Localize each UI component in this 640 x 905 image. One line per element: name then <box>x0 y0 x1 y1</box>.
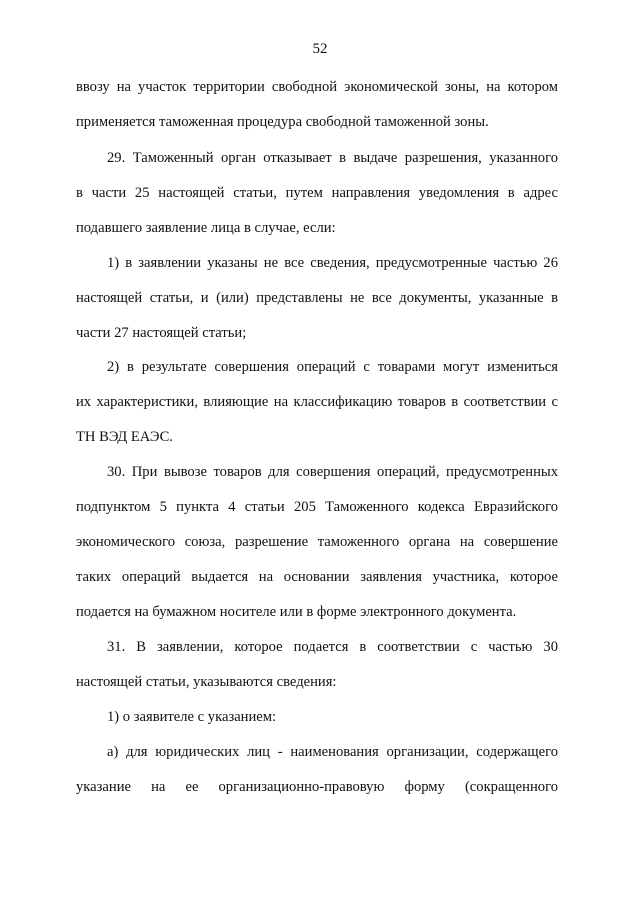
text-line: таких операций выдается на основании заявления участника, которое <box>76 569 558 585</box>
text-line: части 27 настоящей статьи; <box>76 325 247 341</box>
paragraph-31-start: 31. В заявлении, которое подается в соответствии с частью 30 <box>107 639 558 655</box>
page-number: 52 <box>312 41 328 57</box>
paragraph-29-start: 29. Таможенный орган отказывает в выдаче разрешения, указанного <box>107 150 558 166</box>
text-line: настоящей статьи, и (или) представлены не все документы, указанные в <box>76 290 558 306</box>
text-line: их характеристики, влияющие на классификацию товаров в соответствии с <box>76 394 558 410</box>
text-line: настоящей статьи, указываются сведения: <box>76 674 337 690</box>
text-line: применяется таможенная процедура свободной таможенной зоны. <box>76 114 489 130</box>
text-line: экономического союза, разрешение таможенного органа на совершение <box>76 534 558 550</box>
text-line: подпунктом 5 пункта 4 статьи 205 Таможенного кодекса Евразийского <box>76 499 558 515</box>
text-line: указание на ее организационно-правовую форму (сокращенного <box>76 779 558 795</box>
text-line: подается на бумажном носителе или в форме электронного документа. <box>76 604 517 620</box>
item-1-start: 1) в заявлении указаны не все сведения, предусмотренные частью 26 <box>107 255 558 271</box>
text-line: подавшего заявление лица в случае, если: <box>76 220 336 236</box>
sub-item-1: 1) о заявителе с указанием: <box>107 709 277 725</box>
paragraph-30-start: 30. При вывозе товаров для совершения операций, предусмотренных <box>107 464 558 480</box>
text-line: в части 25 настоящей статьи, путем направления уведомления в адрес <box>76 185 558 201</box>
sub-item-a-start: а) для юридических лиц - наименования организации, содержащего <box>107 744 558 760</box>
text-line: ТН ВЭД ЕАЭС. <box>76 429 173 445</box>
text-line: ввозу на участок территории свободной экономической зоны, на котором <box>76 79 558 95</box>
item-2-start: 2) в результате совершения операций с товарами могут измениться <box>107 359 558 375</box>
